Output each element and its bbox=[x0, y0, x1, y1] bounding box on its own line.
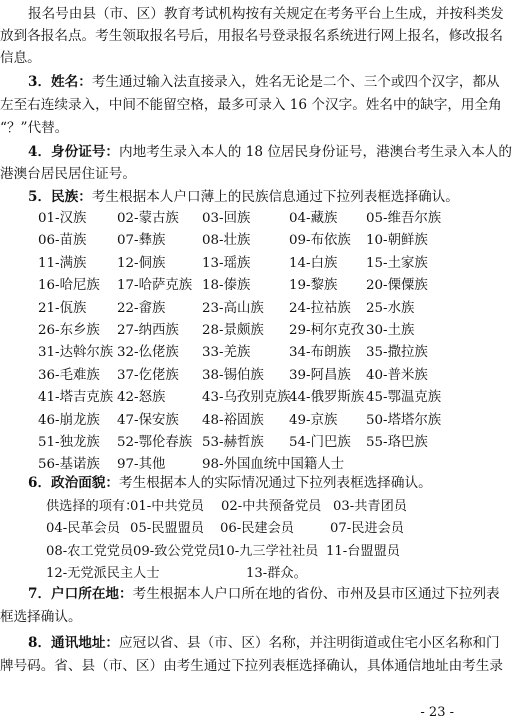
section-8-text: 应冠以省、县（市、区）名称，并注明街道或住宅小区名称和门 bbox=[119, 635, 500, 651]
ethnic-group-item: 25-水族 bbox=[366, 301, 415, 316]
ethnic-group-item: 07-彝族 bbox=[117, 233, 166, 248]
ethnic-group-item: 34-布朗族 bbox=[289, 345, 351, 360]
ethnic-group-item: 03-回族 bbox=[202, 211, 251, 226]
ethnic-group-item: 22-畲族 bbox=[117, 301, 166, 316]
section-7-text: 考生根据本人户口所在地的省份、市州及县市区通过下拉列表 bbox=[132, 586, 500, 602]
political-status-item: 12-无党派民主人士 bbox=[46, 566, 160, 581]
section-4-text: 内地考生录入本人的 18 位居民身份证号，港澳台考生录入本人的 bbox=[119, 144, 512, 160]
ethnic-group-item: 12-侗族 bbox=[117, 256, 166, 271]
ethnic-group-item: 10-朝鲜族 bbox=[366, 233, 428, 248]
para-text: 左至右连续录入，中间不能留空格，最多可录入 16 个汉字。姓名中的缺字，用全角 bbox=[0, 97, 502, 113]
ethnic-group-item: 11-满族 bbox=[38, 256, 87, 271]
ethnic-group-item: 98-外国血统中国籍人士 bbox=[202, 457, 345, 472]
political-status-item: 09-致公党党员 bbox=[133, 544, 221, 559]
ethnic-group-item: 05-维吾尔族 bbox=[366, 211, 442, 226]
section-7 bbox=[28, 584, 500, 604]
ethnic-group-item: 42-怒族 bbox=[117, 390, 166, 405]
political-status-item: 02-中共预备党员 bbox=[221, 499, 322, 514]
ethnic-group-item: 26-东乡族 bbox=[38, 323, 100, 338]
ethnic-group-item: 51-独龙族 bbox=[38, 435, 100, 450]
ethnic-group-item: 19-黎族 bbox=[289, 278, 338, 293]
ethnic-group-item: 31-达斡尔族 bbox=[38, 345, 114, 360]
political-status-item: 06-民建会员 bbox=[220, 521, 294, 536]
ethnic-group-item: 40-普米族 bbox=[366, 368, 428, 383]
political-status-item: 13-群众。 bbox=[246, 566, 307, 581]
ethnic-group-item: 30-土族 bbox=[366, 323, 415, 338]
section-8 bbox=[28, 633, 500, 653]
ethnic-group-item: 09-布依族 bbox=[289, 233, 351, 248]
ethnic-group-item: 20-傈僳族 bbox=[366, 278, 428, 293]
ethnic-group-item: 44-俄罗斯族 bbox=[289, 390, 365, 405]
ethnic-group-item: 02-蒙古族 bbox=[117, 211, 179, 226]
para-text: 港澳台居民居住证号。 bbox=[0, 166, 136, 182]
political-status-item: 04-民革会员 bbox=[46, 521, 120, 536]
ethnic-group-item: 04-藏族 bbox=[289, 211, 338, 226]
ethnic-group-item: 14-白族 bbox=[289, 256, 338, 271]
para-text: 报名号由县（市、区）教育考试机构按有关规定在考务平台上生成，并按科类发 bbox=[28, 6, 504, 22]
ethnic-group-item: 47-保安族 bbox=[117, 413, 179, 428]
ethnic-group-item: 43-乌孜别克族 bbox=[202, 390, 291, 405]
ethnic-group-item: 16-哈尼族 bbox=[38, 278, 100, 293]
ethnic-group-item: 49-京族 bbox=[289, 413, 338, 428]
section-6-text: 考生根据本人的实际情况通过下拉列表框选择确认。 bbox=[119, 475, 432, 491]
political-status-item: 07-民进会员 bbox=[330, 521, 404, 536]
section-3-text: 考生通过输入法直接录入，姓名无论是二个、三个或四个汉字，都从 bbox=[91, 74, 500, 90]
ethnic-group-item: 52-鄂伦春族 bbox=[117, 435, 193, 450]
ethnic-group-item: 21-佤族 bbox=[38, 301, 87, 316]
ethnic-group-item: 37-仡佬族 bbox=[117, 368, 179, 383]
ethnic-group-item: 06-苗族 bbox=[38, 233, 87, 248]
ethnic-group-item: 15-土家族 bbox=[366, 256, 428, 271]
ethnic-group-item: 97-其他 bbox=[117, 457, 166, 472]
ethnic-group-item: 24-拉祜族 bbox=[289, 301, 351, 316]
political-status-item: 01-中共党员 bbox=[130, 499, 204, 514]
ethnic-group-item: 35-撒拉族 bbox=[366, 345, 428, 360]
page-number: - 23 - bbox=[420, 705, 454, 720]
section-4-heading: 4．身份证号： bbox=[28, 144, 120, 160]
section-6-heading: 6．政治面貌： bbox=[28, 475, 120, 491]
section-5-heading: 5．民族： bbox=[28, 189, 92, 205]
ethnic-group-item: 08-壮族 bbox=[202, 233, 251, 248]
section-7-heading: 7．户口所在地： bbox=[28, 586, 133, 602]
para-text: 框选择确认。 bbox=[0, 609, 82, 625]
ethnic-group-item: 54-门巴族 bbox=[289, 435, 351, 450]
ethnic-group-item: 53-赫哲族 bbox=[202, 435, 264, 450]
ethnic-group-item: 13-瑶族 bbox=[202, 256, 251, 271]
para-text: 放到各报名点。考生领取报名号后，用报名号登录报名系统进行网上报名，修改报名 bbox=[0, 28, 503, 44]
ethnic-group-item: 27-纳西族 bbox=[117, 323, 179, 338]
political-prefix: 供选择的项有： bbox=[46, 499, 139, 514]
ethnic-group-item: 45-鄂温克族 bbox=[366, 390, 442, 405]
para-text: “？”代替。 bbox=[0, 120, 69, 136]
political-status-item: 10-九三学社社员 bbox=[218, 544, 319, 559]
section-6 bbox=[28, 473, 432, 493]
para-text: 信息。 bbox=[0, 50, 41, 66]
section-3 bbox=[28, 72, 500, 92]
ethnic-group-item: 39-阿昌族 bbox=[289, 368, 351, 383]
ethnic-group-item: 46-崩龙族 bbox=[38, 413, 100, 428]
ethnic-group-item: 38-锡伯族 bbox=[202, 368, 264, 383]
ethnic-group-item: 01-汉族 bbox=[38, 211, 87, 226]
ethnic-group-item: 41-塔吉克族 bbox=[38, 390, 114, 405]
section-4 bbox=[28, 142, 512, 162]
section-5-text: 考生根据本人户口薄上的民族信息通过下拉列表框选择确认。 bbox=[91, 189, 459, 205]
ethnic-group-item: 28-景颇族 bbox=[202, 323, 264, 338]
political-status-item: 11-台盟盟员 bbox=[326, 544, 400, 559]
section-8-heading: 8．通讯地址： bbox=[28, 635, 120, 651]
ethnic-group-item: 55-珞巴族 bbox=[366, 435, 428, 450]
para-text: 牌号码。省、县（市、区）由考生通过下拉列表框选择确认，具体通信地址由考生录 bbox=[0, 658, 503, 674]
political-status-item: 05-民盟盟员 bbox=[130, 521, 204, 536]
ethnic-group-item: 29-柯尔克孜 bbox=[289, 323, 365, 338]
political-status-item: 08-农工党党员 bbox=[46, 544, 134, 559]
political-status-item: 03-共青团员 bbox=[333, 499, 407, 514]
section-5 bbox=[28, 187, 459, 207]
section-3-heading: 3．姓名： bbox=[28, 74, 92, 90]
ethnic-group-item: 36-毛难族 bbox=[38, 368, 100, 383]
ethnic-group-item: 23-高山族 bbox=[202, 301, 264, 316]
ethnic-group-item: 48-裕固族 bbox=[202, 413, 264, 428]
ethnic-group-item: 32-仫佬族 bbox=[117, 345, 179, 360]
ethnic-group-item: 18-傣族 bbox=[202, 278, 251, 293]
ethnic-group-item: 56-基诺族 bbox=[38, 457, 100, 472]
ethnic-group-item: 33-羌族 bbox=[202, 345, 251, 360]
ethnic-group-item: 17-哈萨克族 bbox=[117, 278, 193, 293]
ethnic-group-item: 50-塔塔尔族 bbox=[366, 413, 442, 428]
